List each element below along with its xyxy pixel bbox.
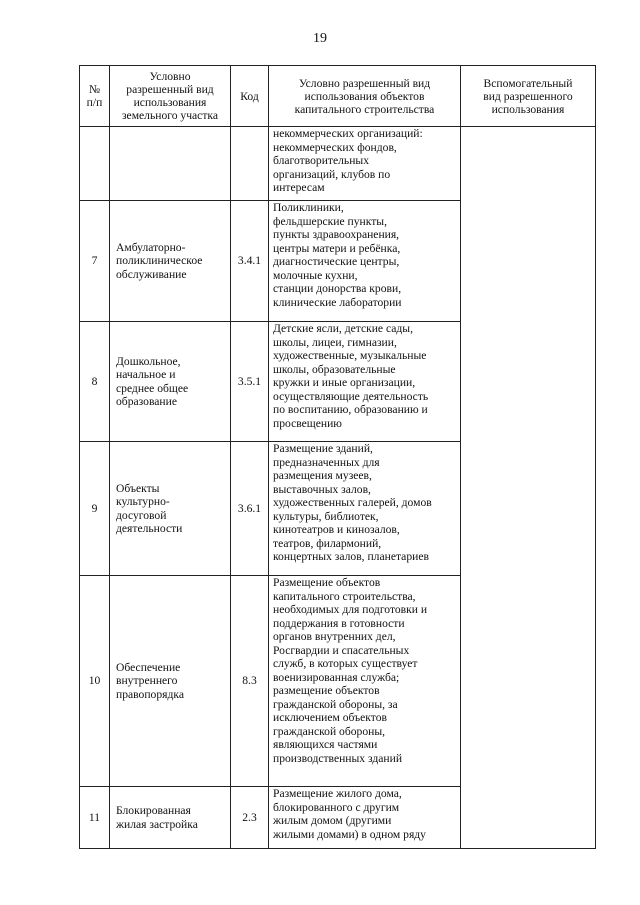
- cell-text: Детские ясли, детские сады,: [273, 322, 413, 335]
- cell-text: поддержания в готовности: [273, 616, 405, 630]
- cell-text: кинотеатров и кинозалов,: [273, 523, 400, 536]
- cell-text: внутреннего: [116, 674, 178, 688]
- cell-text: Объекты: [116, 481, 160, 495]
- cell-code: 8.3: [231, 576, 269, 787]
- header-capital-kind: [269, 66, 461, 127]
- cell-text: органов внутренних дел,: [273, 630, 396, 643]
- cell-text: военизированная служба;: [273, 670, 400, 684]
- header-text: Условно разрешенный вид: [298, 76, 431, 90]
- cell-land-kind: [110, 201, 231, 322]
- cell-text: концертных залов, планетариев: [273, 550, 429, 563]
- cell-text: школы, образовательные: [273, 362, 396, 376]
- cell-text: размещение объектов: [273, 684, 380, 697]
- cell-text: некоммерческих фондов,: [273, 140, 397, 154]
- cell-land-kind: [110, 787, 231, 849]
- header-auxiliary: [461, 66, 596, 127]
- cell-text: некоммерческих организаций:: [273, 127, 423, 140]
- cell-text: деятельности: [116, 522, 183, 535]
- cell-text: начальное и: [116, 368, 176, 381]
- cell-text: культурно-: [116, 495, 170, 508]
- header-text: п/п: [86, 96, 103, 109]
- header-text: капитального строительства: [294, 102, 435, 116]
- cell-text: Размещение жилого дома,: [273, 787, 402, 800]
- cell-text: жилая застройка: [116, 817, 198, 831]
- cell-text: капитального строительства,: [273, 589, 416, 603]
- cell-capital-kind: [269, 787, 461, 849]
- cell-text: являющихся частями: [273, 738, 378, 751]
- cell-text: интересам: [273, 181, 325, 194]
- cell-num: 7: [80, 201, 110, 322]
- cell-text: Амбулаторно-: [116, 240, 186, 254]
- cell-empty: [231, 127, 269, 201]
- cell-code: 3.6.1: [231, 442, 269, 576]
- cell-text: Поликлиники,: [273, 201, 344, 214]
- cell-text: школы, лицеи, гимназии,: [273, 335, 397, 349]
- cell-empty: [110, 127, 231, 201]
- cell-num: 9: [80, 442, 110, 576]
- cell-text: культуры, библиотек,: [273, 509, 379, 523]
- cell-text: жилым домом (другими: [273, 814, 392, 827]
- cell-text: Обеспечение: [116, 660, 181, 674]
- cell-num: 11: [80, 787, 110, 849]
- header-land-kind: [110, 66, 231, 127]
- cell-text: поликлиническое: [116, 254, 203, 268]
- cell-text: обслуживание: [116, 267, 187, 281]
- cell-text: по воспитанию, образованию и: [273, 403, 428, 416]
- header-text: использования объектов: [304, 89, 425, 103]
- cell-capital-kind: [269, 127, 461, 201]
- land-use-table: [79, 65, 596, 849]
- cell-text: блокированного с другим: [273, 800, 400, 814]
- cell-text: художественные, музыкальные: [273, 349, 427, 362]
- cell-land-kind: [110, 576, 231, 787]
- header-text: использования: [491, 102, 565, 116]
- table-header-row: [80, 66, 596, 127]
- header-text: Код: [240, 89, 259, 103]
- cell-text: Размещение объектов: [273, 576, 381, 589]
- cell-text: центры матери и ребёнка,: [273, 241, 401, 255]
- cell-capital-kind: [269, 442, 461, 576]
- cell-text: предназначенных для: [273, 455, 380, 469]
- cell-text: станции донорства крови,: [273, 282, 402, 295]
- cell-text: правопорядка: [116, 687, 184, 701]
- cell-code: 3.5.1: [231, 322, 269, 442]
- page-number: 19: [313, 31, 327, 46]
- table-row-continuation: [80, 127, 596, 201]
- cell-text: Дошкольное,: [116, 354, 181, 368]
- cell-code: 2.3: [231, 787, 269, 849]
- cell-text: пункты здравоохранения,: [273, 228, 400, 241]
- cell-empty: [80, 127, 110, 201]
- cell-capital-kind: [269, 201, 461, 322]
- header-num: [80, 66, 110, 127]
- cell-text: организаций, клубов по: [273, 167, 391, 181]
- cell-land-kind: [110, 322, 231, 442]
- cell-text: среднее общее: [116, 381, 189, 395]
- cell-text: образование: [116, 395, 177, 408]
- header-text: земельного участка: [121, 109, 219, 122]
- cell-text: досуговой: [116, 508, 167, 522]
- cell-text: благотворительных: [273, 154, 369, 167]
- cell-text: исключением объектов: [273, 711, 387, 724]
- header-text: вид разрешенного: [483, 89, 573, 103]
- header-code: [231, 66, 269, 127]
- header-text: разрешенный вид: [126, 83, 214, 96]
- cell-text: гражданской обороны, за: [273, 697, 398, 711]
- cell-text: служб, в которых существует: [273, 657, 418, 670]
- header-text: использования: [133, 96, 207, 109]
- cell-text: Росгвардии и спасательных: [273, 643, 410, 657]
- cell-text: просвещению: [273, 416, 342, 430]
- cell-text: молочные кухни,: [273, 268, 358, 282]
- cell-text: театров, филармоний,: [273, 536, 382, 550]
- cell-capital-kind: [269, 576, 461, 787]
- cell-text: художественных галерей, домов: [273, 496, 432, 509]
- cell-text: Блокированная: [116, 804, 191, 817]
- cell-auxiliary: [461, 127, 596, 849]
- cell-text: клинические лаборатории: [273, 295, 402, 309]
- cell-num: 8: [80, 322, 110, 442]
- cell-land-kind: [110, 442, 231, 576]
- cell-text: диагностические центры,: [273, 255, 400, 268]
- cell-capital-kind: [269, 322, 461, 442]
- cell-code: 3.4.1: [231, 201, 269, 322]
- cell-text: выставочных залов,: [273, 482, 371, 496]
- header-text: Условно: [149, 70, 191, 83]
- cell-text: производственных зданий: [273, 751, 403, 765]
- header-text: №: [88, 83, 101, 96]
- cell-text: осуществляющие деятельность: [273, 389, 429, 403]
- cell-text: Размещение зданий,: [273, 442, 373, 455]
- cell-text: размещения музеев,: [273, 469, 372, 482]
- cell-text: гражданской обороны,: [273, 724, 386, 738]
- header-text: Вспомогательный: [483, 76, 573, 90]
- cell-num: 10: [80, 576, 110, 787]
- cell-text: фельдшерские пункты,: [273, 214, 387, 228]
- cell-text: необходимых для подготовки и: [273, 603, 428, 616]
- cell-text: жилыми домами) в одном ряду: [273, 827, 426, 841]
- cell-text: кружки и иные организации,: [273, 376, 416, 389]
